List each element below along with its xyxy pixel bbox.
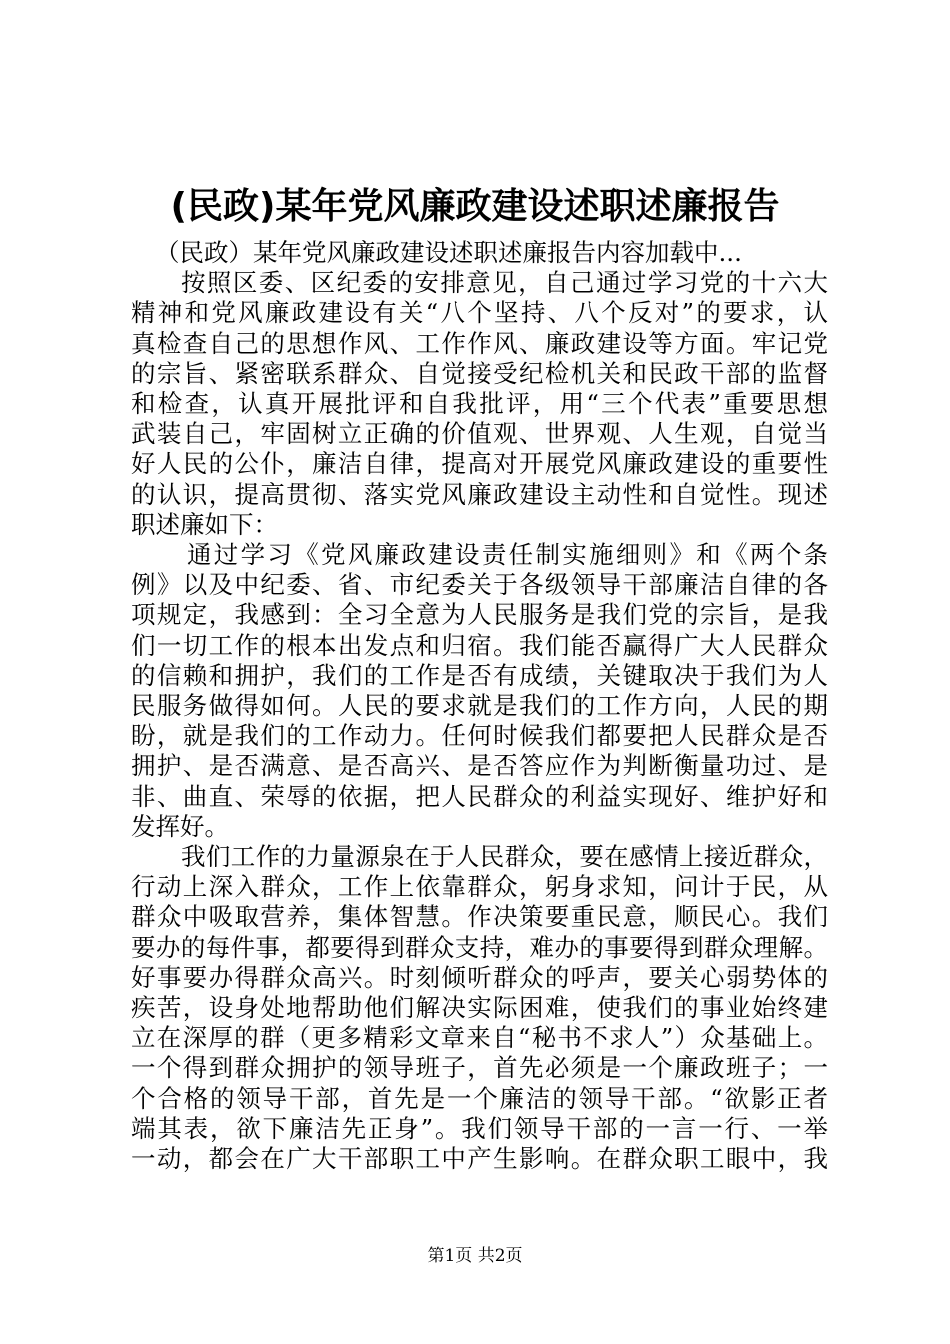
paragraph-line: 和检查，认真开展批评和自我批评，用“三个代表”重要思想 <box>131 389 828 419</box>
paragraph-line: 按照区委、区纪委的安排意见，自己通过学习党的十六大 <box>181 268 828 298</box>
paragraph-line: 拥护、是否满意、是否高兴、是否答应作为判断衡量功过、是 <box>131 751 828 781</box>
paragraph-line: 的信赖和拥护，我们的工作是否有成绩，关键取决于我们为人 <box>131 660 828 690</box>
paragraph-line: （民政）某年党风廉政建设述职述廉报告内容加载中... <box>155 238 742 267</box>
paragraph-line: 好事要办得群众高兴。时刻倾听群众的呼声，要关心弱势体的 <box>131 962 828 992</box>
paragraph-line: 立在深厚的群（更多精彩文章来自“秘书不求人”）众基础上。 <box>131 1023 828 1053</box>
paragraph-line: 民服务做得如何。人民的要求就是我们的工作方向，人民的期 <box>131 691 828 721</box>
body-paragraph <box>131 238 828 268</box>
paragraph-line: 个合格的领导干部，首先是一个廉洁的领导干部。“欲影正者 <box>131 1083 828 1113</box>
page-footer: 第1页 共2页 <box>427 1246 523 1266</box>
paragraph-line: 们一切工作的根本出发点和归宿。我们能否赢得广大人民群众 <box>131 630 828 660</box>
paragraph-line: 我们工作的力量源泉在于人民群众，要在感情上接近群众， <box>181 842 828 872</box>
paragraph-line: 项规定，我感到：全习全意为人民服务是我们党的宗旨，是我 <box>131 600 828 630</box>
body-paragraph <box>131 268 828 540</box>
paragraph-line: 武装自己，牢固树立正确的价值观、世界观、人生观，自觉当 <box>131 419 828 449</box>
paragraph-line: 群众中吸取营养，集体智慧。作决策要重民意，顺民心。我们 <box>131 902 828 932</box>
paragraph-line: 盼，就是我们的工作动力。任何时候我们都要把人民群众是否 <box>131 721 828 751</box>
paragraph-line: 端其表，欲下廉洁先正身”。我们领导干部的一言一行、一举 <box>131 1113 828 1143</box>
paragraph-line: 职述廉如下： <box>131 509 278 539</box>
paragraph-line: 发挥好。 <box>131 811 229 841</box>
paragraph-line: 行动上深入群众，工作上依靠群众，躬身求知，问计于民，从 <box>131 872 828 902</box>
document-title: (民政)某年党风廉政建设述职述廉报告 <box>170 186 780 227</box>
paragraph-line: 例》以及中纪委、省、市纪委关于各级领导干部廉洁自律的各 <box>131 570 828 600</box>
paragraph-line: 的认识，提高贯彻、落实党风廉政建设主动性和自觉性。现述 <box>131 479 828 509</box>
paragraph-line: 好人民的公仆，廉洁自律，提高对开展党风廉政建设的重要性 <box>131 449 828 479</box>
body-paragraph <box>131 842 828 1174</box>
paragraph-line: 的宗旨、紧密联系群众、自觉接受纪检机关和民政干部的监督 <box>131 358 828 388</box>
paragraph-line: 真检查自己的思想作风、工作作风、廉政建设等方面。牢记党 <box>131 328 828 358</box>
paragraph-line: 一个得到群众拥护的领导班子，首先必须是一个廉政班子；一 <box>131 1053 828 1083</box>
paragraph-line: 非、曲直、荣辱的依据，把人民群众的利益实现好、维护好和 <box>131 781 828 811</box>
paragraph-line: 要办的每件事，都要得到群众支持，难办的事要得到群众理解。 <box>131 932 828 962</box>
document-body <box>131 238 828 1174</box>
paragraph-line: 精神和党风廉政建设有关“八个坚持、八个反对”的要求，认 <box>131 298 828 328</box>
body-paragraph <box>131 540 828 842</box>
paragraph-line: 疾苦，设身处地帮助他们解决实际困难，使我们的事业始终建 <box>131 993 828 1023</box>
paragraph-line: 通过学习《党风廉政建设责任制实施细则》和《两个条 <box>187 540 828 570</box>
paragraph-line: 一动，都会在广大干部职工中产生影响。在群众职工眼中，我 <box>131 1144 828 1174</box>
